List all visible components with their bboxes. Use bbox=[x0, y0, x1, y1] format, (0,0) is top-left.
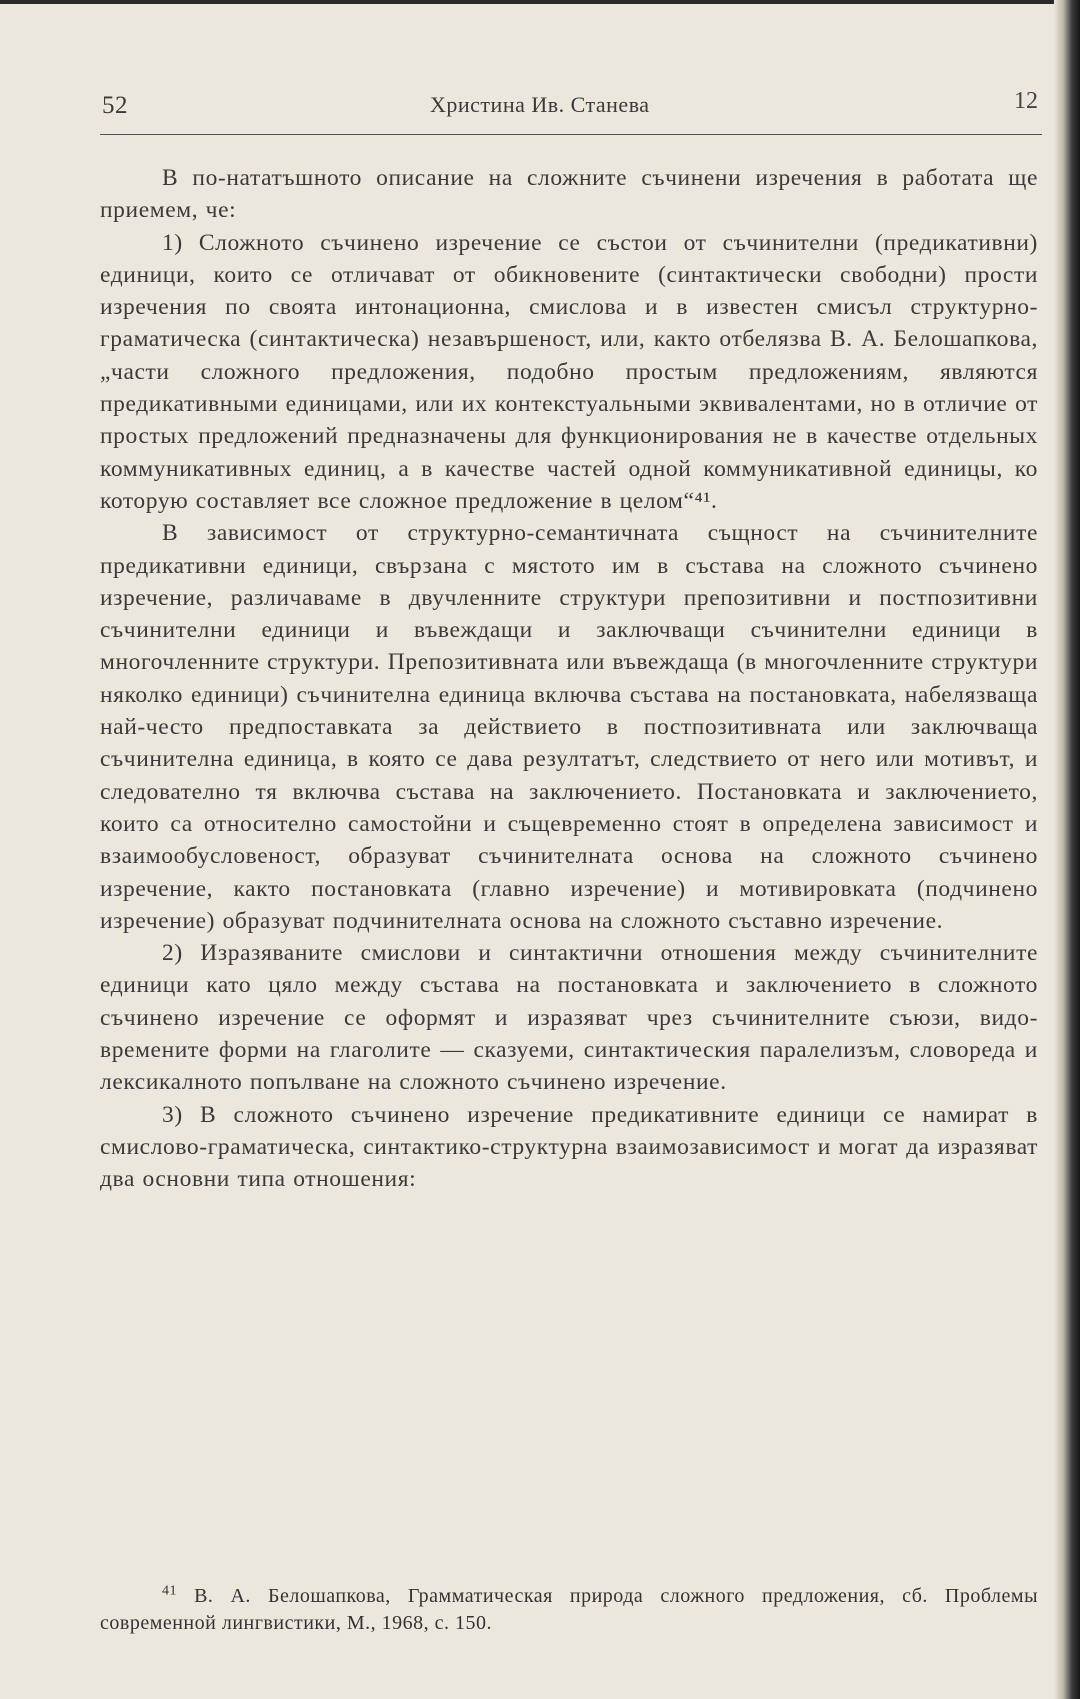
book-page bbox=[100, 0, 1040, 1699]
paragraph-2: 1) Сложното съчинено изречение се състои от съчинителни (предикативни) единици, които се отличават от обикновените (синтактически свободни) прости изречения по своята интонационна, смислова и в известен смисъл структурно-граматическа (синтактическа) незавършеност, или, както отбелязва В. А. Белошапкова, „части сложного предложения, подобно простым предложениям, являются предикативными единицами, или их контекстуальными эквивалентами, но в отличие от простых предложений предназначены для функционирования не в качестве отдельных коммуникативных единиц, а в качестве частей одной коммуникативной единицы, ко которую составляет все сложное предложение в целом“⁴¹. bbox=[100, 229, 1038, 514]
paragraph-3: В зависимост от структурно-семантичната същност на съчинителните предикативни единици, свързана с мястото им в състава на сложното съчинено изречение, различаваме в двучленните структури препозитивни и постпозитивни съчинителни единици и въвеждащи и заключващи съчинителни единици в многочленните структури. Препозитивната или въвеждаща (в многочленните структури няколко единици) съчинителна единица включва състава на постановката, набелязваща най-често предпоставката за действието в постпозитивната или заключваща съчинителна единица, в която се дава резултатът, следствието от него или мотивът, и следователно тя включва състава на заключението. Постановката и заключението, които са относително самостойни и същевременно стоят в определена зависимост и взаимообусловеност, образуват съчинителната основа на сложното съчинено изречение, както постановката (главно изречение) и мотивировката (подчинено изречение) образуват подчинителната основа на сложното съставно изречение. bbox=[100, 520, 1038, 934]
body-text bbox=[100, 162, 1038, 1196]
paragraph-5: 3) В сложното съчинено изречение предикативните единици се намират в смислово-граматическа, синтактико-структурна взаимозависимост и могат да изразяват два основни типа отношения: bbox=[100, 1101, 1038, 1193]
header-rule bbox=[100, 134, 1042, 135]
footnote-text: В. А. Белошапкова, Грамматическая природа сложного предложения, сб. Проблемы современной лингвистики, М., 1968, с. 150. bbox=[100, 1585, 1039, 1634]
footnote bbox=[100, 1583, 1038, 1637]
paragraph-1: В по-нататъшното описание на сложните съчинени изречения в работата ще приемем, че: bbox=[100, 165, 1038, 224]
handwritten-margin-mark: 12 bbox=[1014, 88, 1038, 114]
header-title: Христина Ив. Станева bbox=[430, 92, 650, 117]
page-number: 52 bbox=[102, 92, 128, 119]
running-head bbox=[100, 88, 1040, 128]
book-binding-shadow bbox=[1054, 0, 1080, 1699]
paragraph-4: 2) Изразяваните смислови и синтактични отношения между съчинителните единици като цяло между състава на постановката и заключението в сложното съчинено изречение се оформят и изразяват чрез съчинителните съюзи, видо-времените форми на глаголите — сказуеми, синтактическия паралелизъм, словореда и лексикалното попълване на сложното съчинено изречение. bbox=[100, 940, 1038, 1096]
footnote-marker: 41 bbox=[162, 1583, 177, 1599]
